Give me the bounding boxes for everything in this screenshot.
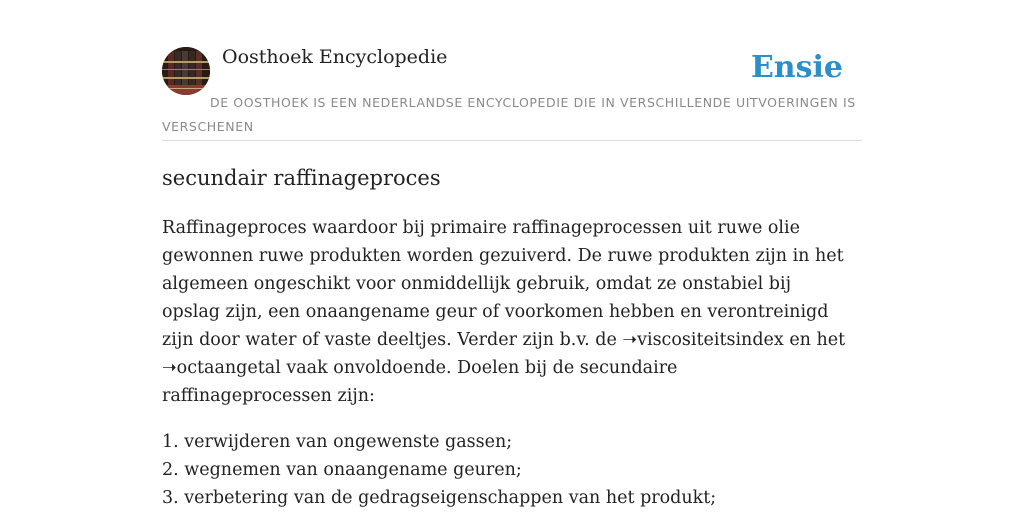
entry-definition — [162, 214, 852, 410]
definition-text-3: vaak onvoldoende. Doelen bij de secundaire raffinageprocessen zijn: — [162, 358, 678, 406]
definition-text-1: Raffinageproces waardoor bij primaire raffinageprocessen uit ruwe olie gewonnen ruwe produkten worden gezuiverd. De ruwe produkten zijn in het algemeen ongeschikt voor onmiddellijk gebruik, omdat ze onstabiel bij opslag zijn, een onaangename geur of voorkomen hebben en verontreinigd zijn door water of vaste deeltjes. Verder zijn b.v. de — [162, 218, 844, 350]
entry-title: secundair raffinageproces — [162, 166, 441, 190]
site-tagline: DE OOSTHOEK IS EEN NEDERLANDSE ENCYCLOPEDIE DIE IN VERSCHILLENDE UITVOERINGEN IS VERSCHENEN — [162, 95, 856, 134]
goals-list — [162, 428, 852, 512]
link-octaangetal[interactable]: ➝octaangetal — [162, 358, 281, 378]
link-viscositeitsindex[interactable]: ➝viscositeitsindex — [622, 330, 784, 350]
list-item: 3. verbetering van de gedragseigenschappen van het produkt; — [162, 488, 717, 508]
definition-text-2: en het — [783, 330, 846, 350]
site-title[interactable]: Oosthoek Encyclopedie — [222, 46, 448, 68]
book-spines-icon — [162, 47, 210, 95]
site-header — [162, 46, 862, 141]
list-item: 2. wegnemen van onaangename geuren; — [162, 460, 522, 480]
list-item: 1. verwijderen van ongewenste gassen; — [162, 432, 513, 452]
entry-content — [162, 160, 852, 512]
avatar[interactable] — [162, 47, 210, 95]
brand-logo[interactable]: Ensie — [750, 50, 843, 85]
